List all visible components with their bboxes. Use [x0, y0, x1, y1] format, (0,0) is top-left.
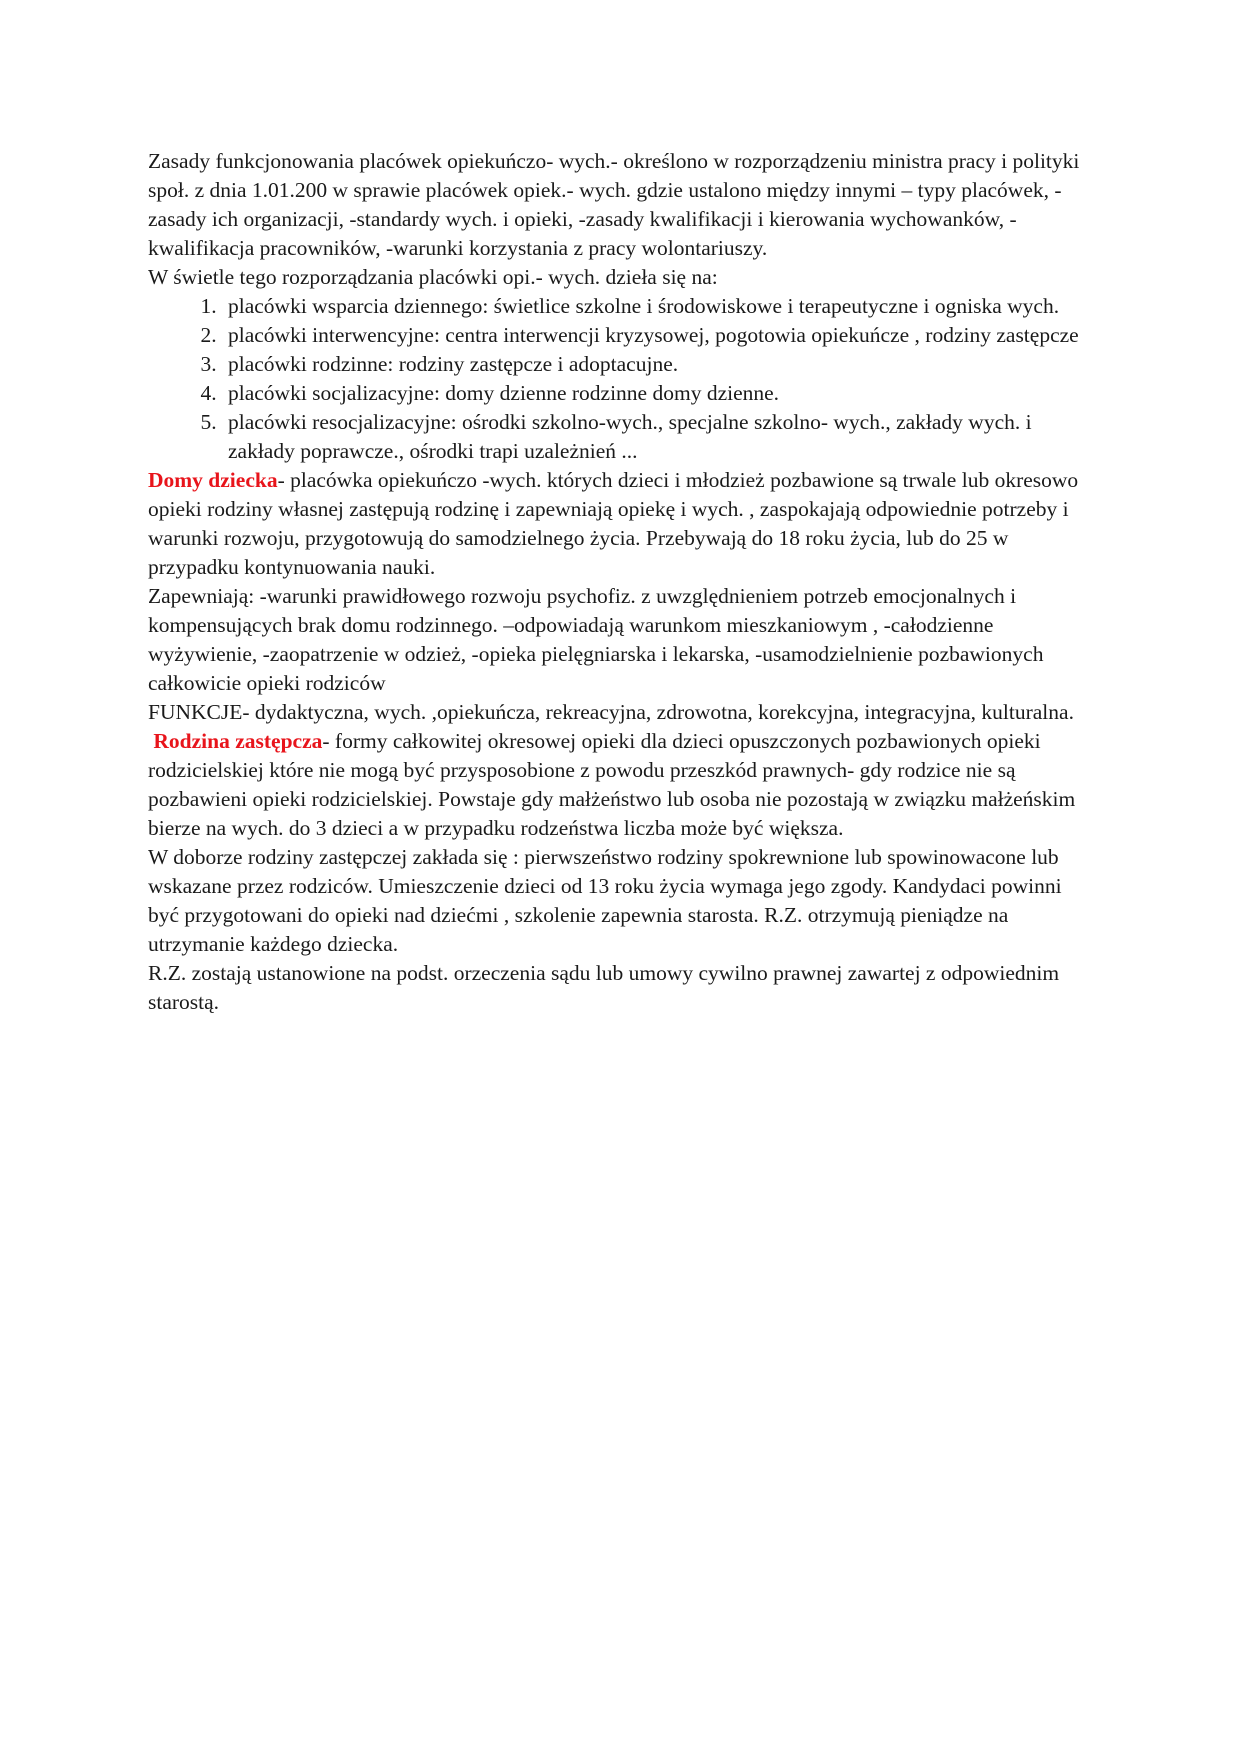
list-item: 1. placówki wsparcia dziennego: świetlice szkolne i środowiskowe i terapeutyczne i ogniska wych.: [222, 292, 1094, 321]
rodzina-zastepcza-definition: - formy całkowitej okresowej opieki dla dzieci opuszczonych pozbawionych opieki rodzicielskiej które nie mogą być przysposobione z powodu przeszkód prawnych- gdy rodzice nie są pozbawieni opieki rodzicielskiej. Powstaje gdy małżeństwo lub osoba nie pozostają w związku małżeńskim bierze na wych. do 3 dzieci a w przypadku rodzeństwa liczba może być większa.: [148, 729, 1076, 840]
list-item: 4. placówki socjalizacyjne: domy dzienne rodzinne domy dzienne.: [222, 379, 1094, 408]
division-lead: W świetle tego rozporządzania placówki opi.- wych. dzieła się na:: [148, 265, 718, 289]
funkcje-paragraph: FUNKCJE- dydaktyczna, wych. ,opiekuńcza, rekreacyjna, zdrowotna, korekcyjna, integracyjna, kulturalna.: [148, 700, 1074, 724]
domy-dziecka-term: Domy dziecka: [148, 468, 278, 492]
intro-paragraph: Zasady funkcjonowania placówek opiekuńczo- wych.- określono w rozporządzeniu ministra pracy i polityki społ. z dnia 1.01.200 w sprawie placówek opiek.- wych. gdzie ustalono między innymi – typy placówek, -zasady ich organizacji, -standardy wych. i opieki, -zasady kwalifikacji i kierowania wychowanków, -kwalifikacja pracowników, -warunki korzystania z pracy wolontariuszy.: [148, 149, 1080, 260]
rodzina-zastepcza-paragraph: [148, 727, 1094, 843]
dobor-paragraph: W doborze rodziny zastępczej zakłada się : pierwszeństwo rodziny spokrewnione lub spowinowacone lub wskazane przez rodziców. Umieszczenie dzieci od 13 roku życia wymaga jego zgody. Kandydaci powinni być przygotowani do opieki nad dziećmi , szkolenie zapewnia starosta. R.Z. otrzymują pieniądze na utrzymanie każdego dziecka.: [148, 845, 1062, 956]
document-body: [148, 147, 1094, 1017]
rodzina-zastepcza-term: Rodzina zastępcza: [153, 729, 323, 753]
list-item: 5. placówki resocjalizacyjne: ośrodki szkolno-wych., specjalne szkolno- wych., zakłady wych. i zakłady poprawcze., ośrodki trapi uzależnień ...: [222, 408, 1094, 466]
zapewniaja-paragraph: Zapewniają: -warunki prawidłowego rozwoju psychofiz. z uwzględnieniem potrzeb emocjonalnych i kompensujących brak domu rodzinnego. –odpowiadają warunkom mieszkaniowym , -całodzienne wyżywienie, -zaopatrzenie w odzież, -opieka pielęgniarska i lekarska, -usamodzielnienie pozbawionych całkowicie opieki rodziców: [148, 584, 1044, 695]
institution-types-list: [148, 292, 1094, 466]
domy-dziecka-definition: - placówka opiekuńczo -wych. których dzieci i młodzież pozbawione są trwale lub okresowo opieki rodziny własnej zastępują rodzinę i zapewniają opiekę i wych. , zaspokajają odpowiednie potrzeby i warunki rozwoju, przygotowują do samodzielnego życia. Przebywają do 18 roku życia, lub do 25 w przypadku kontynuowania nauki.: [148, 468, 1079, 579]
domy-dziecka-paragraph: [148, 466, 1094, 582]
list-item: 3. placówki rodzinne: rodziny zastępcze i adoptacujne.: [222, 350, 1094, 379]
list-item: 2. placówki interwencyjne: centra interwencji kryzysowej, pogotowia opiekuńcze , rodziny zastępcze: [222, 321, 1094, 350]
ustanowienie-paragraph: R.Z. zostają ustanowione na podst. orzeczenia sądu lub umowy cywilno prawnej zawartej z odpowiednim starostą.: [148, 961, 1060, 1014]
